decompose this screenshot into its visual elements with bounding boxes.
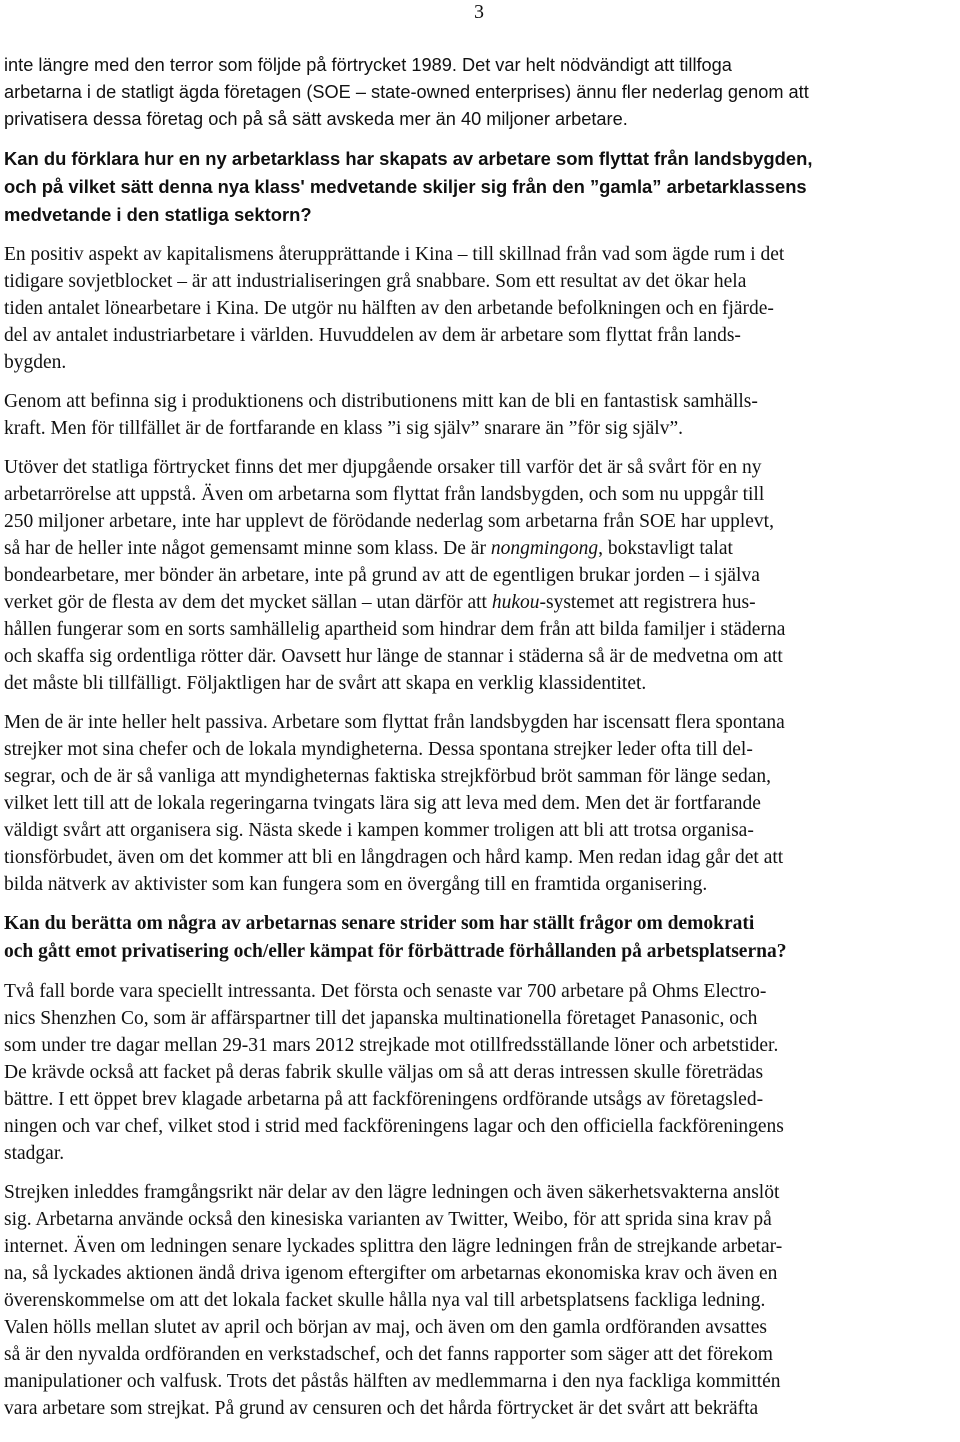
term-hukou: hukou [491, 592, 540, 613]
paragraph-strike-outcome: Strejken inleddes framgångsrikt när delar av den lägre ledningen och även säkerhetsvakterna anslöt sig. Arbetarna använde också den kinesiska varianten av Twitter, Weibo, för att sprida sina krav på internet. Även om ledningen senare lyckades splittra den lägre ledningen från de strejkande arbetar- na, så lyckades aktionen ändå driva igenom eftergifter om arbetarnas ekonomiska krav och även en överenskommelse om att det lokala facket skulle hålla nya val till arbetsplatsens fackliga ledning. Valen hölls mellan slutet av april och början av maj, och även om den gamla ordföranden avsattes så är den nyvalda ordföranden en verkstadschef, och det fanns rapporter som säger att det förekom manipulationer och valfusk. Trots det påstås hälften av medlemmarna i den nya fackliga kommittén vara arbetare som strejkat. På grund av censuren och det hårda förtrycket är det svårt att bekräfta [4, 1182, 783, 1419]
paragraph-text-part: , bokstavligt talat bondearbetare, mer bönder än arbetare, inte på grund av att de egentligen brukar jorden – i själva verket gör de flesta av dem det mycket sällan – utan därför att [4, 538, 760, 613]
paragraph-class-in-itself: Genom att befinna sig i produktionens och distributionens mitt kan de bli en fantastisk samhälls- kraft. Men för tillfället är de fortfarande en klass ”i sig själv” snarare än ”för sig själv”. [4, 391, 758, 439]
question-new-working-class: Kan du förklara hur en ny arbetarklass har skapats av arbetare som flyttat från landsbygden, och på vilket sätt denna nya klass' medvetande skiljer sig från den ”gamla” arbetarklassens medvetande i den statliga sektorn? [4, 148, 813, 225]
paragraph-text-part: -systemet att registrera hus- hållen fungerar som en sorts samhällelig apartheid som hindrar dem från att bilda familjer i städerna och skaffa sig ordentliga rötter där. Oavsett hur länge de stannar i städerna så är de medvetna om att det måste bli tillfälligt. Följaktligen har de svårt att skapa en verklig klassidentitet. [4, 592, 786, 694]
paragraph-state-oppression [4, 454, 960, 697]
question-recent-struggles: Kan du berätta om några av arbetarnas senare strider som har ställt frågor om demokrati och gått emot privatisering och/eller kämpat för förbättrade förhållanden på arbetsplatserna? [4, 913, 787, 962]
paragraph-capitalism-restoration: En positiv aspekt av kapitalismens återupprättande i Kina – till skillnad från vad som ägde rum i det tidigare sovjetblocket – är att industrialiseringen grå snabbare. Som ett resultat av det ökar hela tiden antalet lönearbetare i Kina. De utgör nu hälften av den arbetande befolkningen och en fjärde- del av antalet industriarbetare i världen. Huvuddelen av dem är arbetare som flyttat från lands- bygden. [4, 244, 785, 373]
paragraph-text-part: Utöver det statliga förtrycket finns det mer djupgående orsaker till varför det är så svårt för en ny arbetarrörelse att uppstå. Även om arbetarna som flyttat från landsbygden, och som nu uppgår till 250 miljoner arbetare, inte har upplevt de förödande nederlag som arbetarna från SOE har upplevt, så har de heller inte något gemensamt minne som klass. De är [4, 457, 774, 559]
page-number: 3 [474, 1, 484, 23]
paragraph-intro: inte längre med den terror som följde på förtrycket 1989. Det var helt nödvändigt att tillfoga arbetarna i de statligt ägda företagen (SOE – state-owned enterprises) ännu fler nederlag genom att privatisera dessa företag och på så sätt avskeda mer än 40 miljoner arbetare. [4, 55, 809, 129]
document-body [4, 52, 960, 1434]
term-nongmingong: nongmingong [490, 538, 599, 559]
paragraph-spontaneous-strikes: Men de är inte heller helt passiva. Arbetare som flyttat från landsbygden har iscensatt flera spontana strejker mot sina chefer och de lokala myndigheterna. Dessa spontana strejker leder ofta till del- segrar, och de är så vanliga att myndigheternas faktiska strejkförbud bröt samman för länge sedan, vilket lett till att de lokala regeringarna tvingats lära sig att leva med dem. Men det är fortfarande väldigt svårt att organisera sig. Nästa skede i kampen kommer troligen att bli att trotsa organisa- tionsförbudet, även om det kommer att bli en långdragen och hård kamp. Men redan idag går det att bilda nätverk av aktivister som kan fungera som en övergång till en framtida organisering. [4, 712, 785, 895]
paragraph-ohms-electronics: Två fall borde vara speciellt intressanta. Det första och senaste var 700 arbetare på Ohms Electro- nics Shenzhen Co, som är affärspartner till det japanska multinationella företaget Panasonic, och som under tre dagar mellan 29-31 mars 2012 strejkade mot otillfredsställande löner och arbetstider. De krävde också att facket på deras fabrik skulle väljas om så att deras intressen skulle företrädas bättre. I ett öppet brev klagade arbetarna på att fackföreningens ordförande utsågs av företagsled- ningen och var chef, vilket stod i strid med fackföreningens lagar och den officiella fackföreningens stadgar. [4, 981, 784, 1164]
